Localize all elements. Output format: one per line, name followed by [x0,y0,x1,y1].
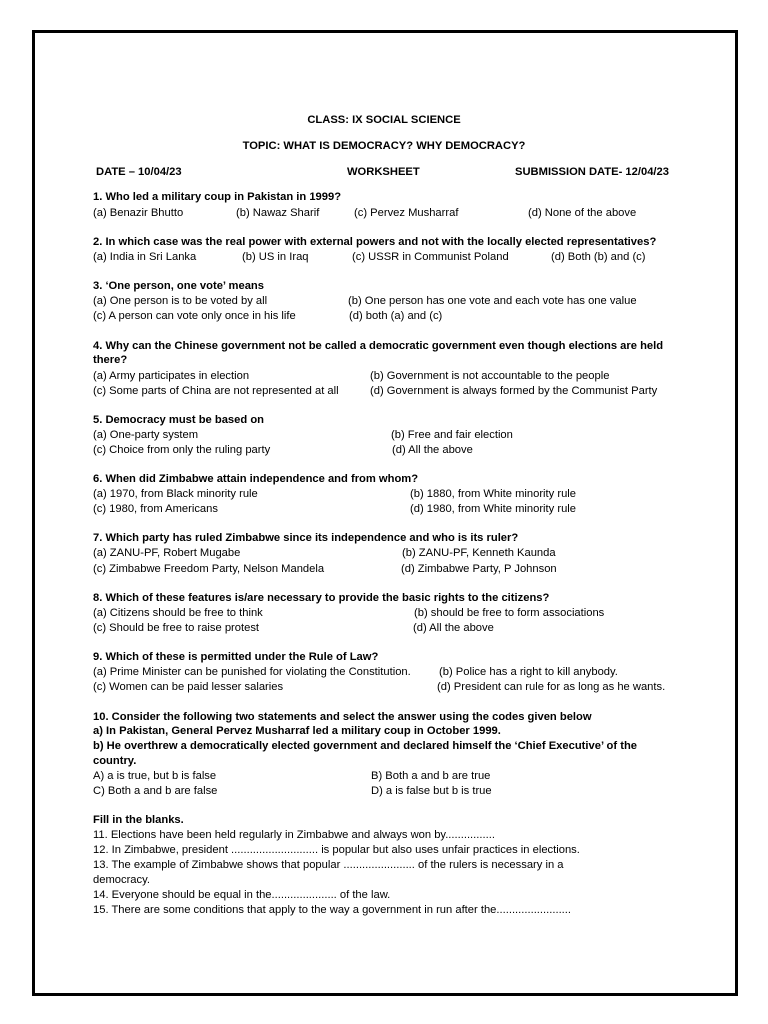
fill-in-blanks-heading: Fill in the blanks. [93,814,184,826]
fill-blank-13-continued: democracy. [93,874,150,886]
question-10-option-a: A) a is true, but b is false [93,770,217,782]
question-9-text: 9. Which of these is permitted under the Rule of Law? [93,651,379,663]
submission-date-label: SUBMISSION DATE- 12/04/23 [515,166,669,178]
question-9-option-c: (c) Women can be paid lesser salaries [93,681,284,693]
question-6-option-d: (d) 1980, from White minority rule [410,503,576,515]
question-10-option-c: C) Both a and b are false [93,785,218,797]
question-4-option-c: (c) Some parts of China are not represented at all [93,385,339,397]
question-7-option-b: (b) ZANU-PF, Kenneth Kaunda [402,547,556,559]
class-heading: CLASS: IX SOCIAL SCIENCE [307,114,461,126]
question-2-option-a: (a) India in Sri Lanka [93,251,197,263]
question-9-option-b: (b) Police has a right to kill anybody. [439,666,618,678]
question-8-option-d: (d) All the above [413,622,494,634]
question-10-statement-b-continued: country. [93,755,137,767]
question-6-option-c: (c) 1980, from Americans [93,503,218,515]
question-4-option-b: (b) Government is not accountable to the people [370,370,610,382]
question-4-option-a: (a) Army participates in election [93,370,250,382]
fill-blank-12: 12. In Zimbabwe, president ............................ is popular but also uses unfair practices in elections. [93,844,580,856]
question-10-text: 10. Consider the following two statements and select the answer using the codes given below [93,711,592,723]
question-3-option-c: (c) A person can vote only once in his life [93,310,296,322]
question-10-option-d: D) a is false but b is true [371,785,492,797]
question-5-option-b: (b) Free and fair election [391,429,513,441]
question-4-text: 4. Why can the Chinese government not be called a democratic government even though elections are held [93,340,664,352]
question-3-text: 3. ‘One person, one vote’ means [93,280,264,292]
fill-blank-14: 14. Everyone should be equal in the..................... of the law. [93,889,391,901]
question-5-option-d: (d) All the above [392,444,473,456]
question-3-option-d: (d) both (a) and (c) [349,310,443,322]
question-10-statement-b: b) He overthrew a democratically elected government and declared himself the ‘Chief Executive’ of the [93,740,638,752]
question-5-text: 5. Democracy must be based on [93,414,264,426]
question-6-option-b: (b) 1880, from White minority rule [410,488,576,500]
fill-blank-15: 15. There are some conditions that apply to the way a government in run after the........................ [93,904,571,916]
question-10-statement-a: a) In Pakistan, General Pervez Musharraf led a military coup in October 1999. [93,725,501,737]
question-1-option-d: (d) None of the above [528,207,637,219]
worksheet-label: WORKSHEET [347,166,420,178]
question-1-option-c: (c) Pervez Musharraf [354,207,459,219]
question-1-option-a: (a) Benazir Bhutto [93,207,184,219]
question-6-option-a: (a) 1970, from Black minority rule [93,488,258,500]
question-7-text: 7. Which party has ruled Zimbabwe since its independence and who is its ruler? [93,532,519,544]
topic-heading: TOPIC: WHAT IS DEMOCRACY? WHY DEMOCRACY? [242,140,526,152]
question-8-option-a: (a) Citizens should be free to think [93,607,263,619]
fill-blank-13: 13. The example of Zimbabwe shows that popular ....................... of the rulers is necessary in a [93,859,564,871]
question-9-option-d: (d) President can rule for as long as he wants. [437,681,666,693]
question-3-option-a: (a) One person is to be voted by all [93,295,268,307]
fill-blank-11: 11. Elections have been held regularly in Zimbabwe and always won by................ [93,829,495,841]
question-8-text: 8. Which of these features is/are necessary to provide the basic rights to the citizens? [93,592,550,604]
question-2-option-c: (c) USSR in Communist Poland [352,251,509,263]
question-7-option-d: (d) Zimbabwe Party, P Johnson [401,563,557,575]
question-2-option-b: (b) US in Iraq [242,251,309,263]
question-5-option-c: (c) Choice from only the ruling party [93,444,271,456]
question-3-option-b: (b) One person has one vote and each vote has one value [348,295,637,307]
question-2-text: 2. In which case was the real power with external powers and not with the locally elected representatives? [93,236,657,248]
question-4-text-continued: there? [93,354,128,366]
question-7-option-c: (c) Zimbabwe Freedom Party, Nelson Mandela [93,563,325,575]
question-7-option-a: (a) ZANU-PF, Robert Mugabe [93,547,241,559]
question-8-option-c: (c) Should be free to raise protest [93,622,260,634]
question-9-option-a: (a) Prime Minister can be punished for violating the Constitution. [93,666,411,678]
question-5-option-a: (a) One-party system [93,429,199,441]
question-8-option-b: (b) should be free to form associations [414,607,605,619]
date-label: DATE – 10/04/23 [96,166,182,178]
question-2-option-d: (d) Both (b) and (c) [551,251,646,263]
question-1-option-b: (b) Nawaz Sharif [236,207,320,219]
question-6-text: 6. When did Zimbabwe attain independence and from whom? [93,473,419,485]
question-4-option-d: (d) Government is always formed by the Communist Party [370,385,658,397]
question-1-text: 1. Who led a military coup in Pakistan in 1999? [93,191,342,203]
question-10-option-b: B) Both a and b are true [371,770,491,782]
